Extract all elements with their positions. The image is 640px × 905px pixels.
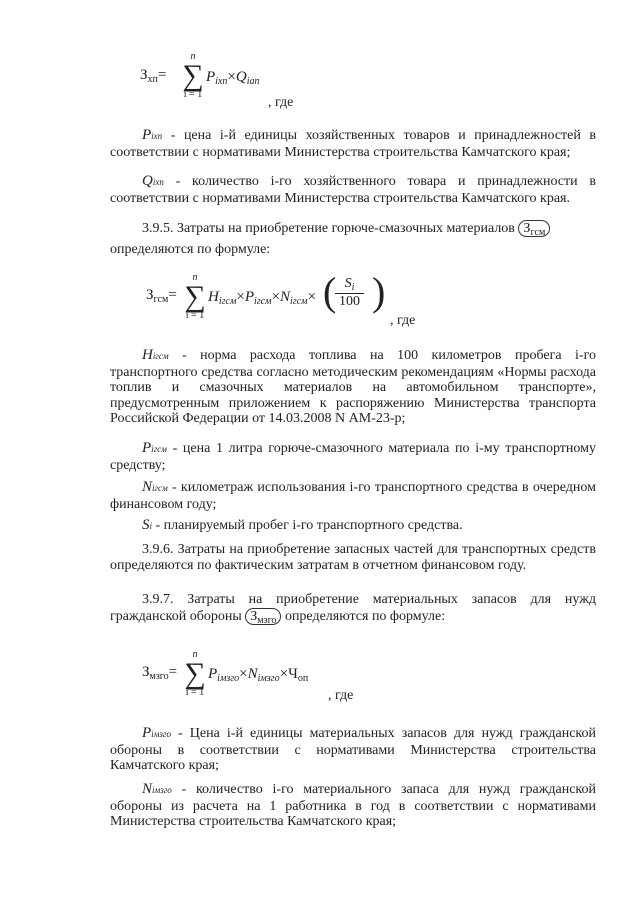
formula-mzgo-sum: n ∑ i = 1 <box>184 649 206 698</box>
formula-gsm-sum: n ∑ i = 1 <box>184 272 206 321</box>
definition-q-ixn: Qixn - количество i-го хозяйственного товара и принадлежности в соответствии с нормативами Министерства строительства Камчатского края. <box>110 173 596 206</box>
definition-h-igsm: Hiгсм - норма расхода топлива на 100 километров пробега i-го транспортного средства согласно методическим рекомендациям «Нормы расхода топлив и смазочных материалов на автомобильном транспорте», предусмотренным приложением к распоряжению Министерства транспорта Российской Федерации от 14.03.2008 N АМ-23-р; <box>110 347 596 426</box>
formula-gsm-lhs: $З_{гсм}=$ <box>146 287 177 305</box>
formula-gsm-terms: $H_{iгсм}\times P_{iгсм}\times N_{iгсм}\times$ <box>208 289 316 307</box>
paren-symbol-mzgo: $З_{мзго}$ <box>245 608 281 625</box>
variable-symbol: Piгсм <box>142 440 167 456</box>
variable-symbol: Niмзго <box>142 781 172 797</box>
formula-mzgo-where: , где <box>328 688 354 703</box>
variable-symbol: Niгсм <box>142 479 168 495</box>
formula-hp-sum: n ∑ i = 1 <box>182 51 204 100</box>
definition-p-ixn: Pixn - цена i-й единицы хозяйственных товаров и принадлежностей в соответствии с нормативами Министерства строительства Камчатского края; <box>110 127 597 160</box>
definition-p-imzgo: Piмзго - Цена i-й единицы материальных запасов для нужд гражданской обороны в соответствии с нормативами Министерства строительства Камчатского края; <box>110 725 597 773</box>
definition-p-igsm: Piгсм - цена 1 литра горюче-смазочного материала по i-му транспортному средству; <box>110 440 596 473</box>
definition-s-i: Si - планируемый пробег i-го транспортного средства. <box>142 517 463 533</box>
formula-gsm-where: , где <box>390 313 416 328</box>
variable-symbol: Si <box>142 517 153 533</box>
variable-symbol: Pixn <box>142 127 163 143</box>
formula-hp-lhs: $З_{хп}=$ <box>140 67 167 85</box>
left-paren: ( <box>323 269 337 314</box>
variable-symbol: Piмзго <box>142 725 171 741</box>
paragraph-3-9-5: 3.9.5. Затраты на приобретение горюче-смазочных материалов $З_{гсм}$ определяются по формуле: <box>110 220 596 258</box>
formula-gsm-fraction: $\frac{S_i}{100}$ <box>335 276 364 310</box>
right-paren: ) <box>372 269 386 314</box>
formula-mzgo-terms: $P_{iмзго}\times N_{iмзго}\times Ч_{оп}$ <box>208 666 309 684</box>
paragraph-3-9-7: 3.9.7. Затраты на приобретение материальных запасов для нужд гражданской обороны $З_{мзго}$ определяются по формуле: <box>110 592 596 626</box>
formula-hp-where: , где <box>268 95 294 110</box>
variable-symbol: Hiгсм <box>142 347 169 363</box>
definition-n-igsm: Niгсм - километраж использования i-го транспортного средства в очередном финансовом году; <box>110 479 596 512</box>
definition-n-imzgo: Niмзго - количество i-го материального запаса для нужд гражданской обороны из расчета на 1 работника в год в соответствии с нормативами Министерства строительства Камчатского края; <box>110 781 597 829</box>
formula-hp-terms: $P_{ixn}\times Q_{ian}$ <box>206 69 260 87</box>
variable-symbol: Qixn <box>142 173 164 189</box>
paragraph-3-9-6: 3.9.6. Затраты на приобретение запасных частей для транспортных средств определяются по фактическим затратам в отчетном финансовом году. <box>110 542 596 573</box>
formula-mzgo-lhs: $З_{мзго}=$ <box>142 664 178 682</box>
paren-symbol-gsm: $З_{гсм}$ <box>518 220 550 237</box>
